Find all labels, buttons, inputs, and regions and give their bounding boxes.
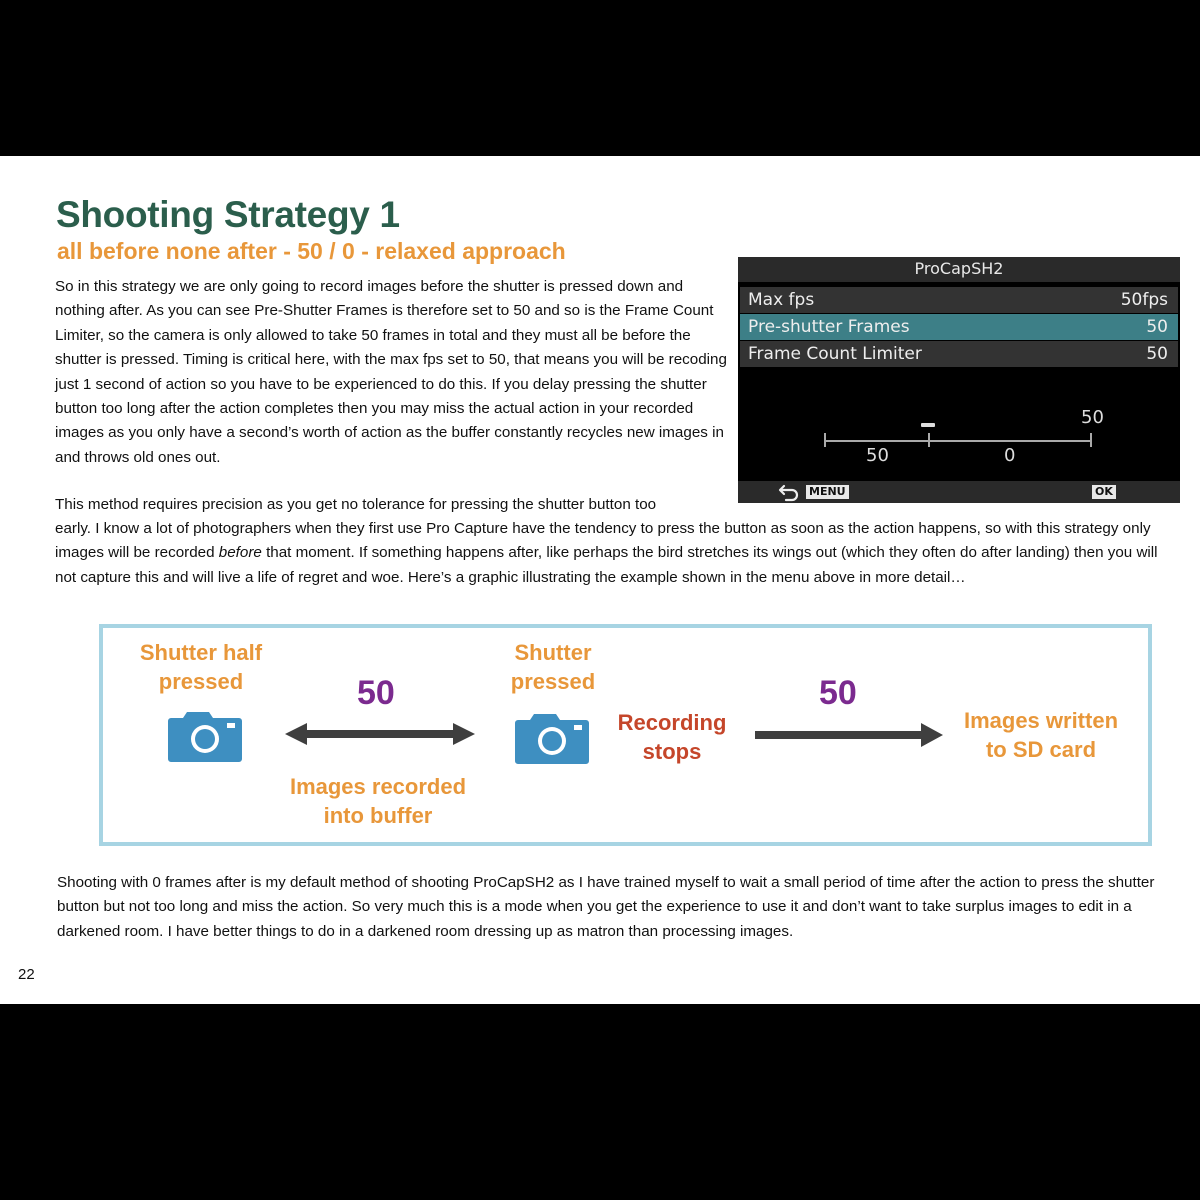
- slider-center-label: 0: [1004, 445, 1016, 466]
- right-arrow-icon: [753, 720, 945, 750]
- camera-icon: [514, 708, 590, 764]
- menu-row-value: 50: [1146, 317, 1168, 337]
- page-subtitle: all before none after - 50 / 0 - relaxed approach: [57, 238, 566, 264]
- default-method-paragraph: Shooting with 0 frames after is my default method of shooting ProCapSH2 as I have trained myself to wait a small period of time after the action to press the shutter button but not too long and miss the action. So very much this is a mode when you get the experience to use it and don’t want to take surplus images to edit in a darkened room. I have better things to do in a darkened room dressing up as matron than processing images.: [57, 874, 1155, 940]
- method-paragraph-first-line: This method requires precision as you get no tolerance for pressing the shutter button too: [55, 496, 657, 513]
- slider-knob: [921, 423, 935, 427]
- menu-row-label: Pre-shutter Frames: [748, 317, 910, 337]
- images-recorded-label: Images recorded into buffer: [289, 774, 467, 828]
- return-arrow-icon: [778, 482, 800, 502]
- method-paragraph: [55, 517, 1175, 590]
- method-paragraph-text-1: early. I know a lot of photographers when they first use Pro Capture have the tendency to press the button as soon as the action happens, so with this strategy only images will be recorded: [55, 520, 1151, 562]
- frames-before-count: 50: [357, 674, 395, 712]
- method-paragraph-text-2: that moment. If something happens after, like perhaps the bird stretches its wings out (which they often do after landing) then you will not capture this and will live a life of regret and woe. Here’s a graphic illustrating the example shown in the menu above in more detail…: [55, 544, 1158, 586]
- ok-button-label: OK: [1092, 485, 1116, 499]
- camera-menu-screenshot: [738, 257, 1180, 503]
- pro-capture-diagram: [99, 624, 1152, 846]
- menu-row-label: Max fps: [748, 290, 815, 310]
- intro-paragraph: So in this strategy we are only going to record images before the shutter is pressed down and nothing after. As you can see Pre-Shutter Frames is therefore set to 50 and so is the Frame Count Limiter, so the camera is only allowed to take 50 frames in total and they must all be before the shutter is pressed. Timing is critical here, with the max fps set to 50, that means you will be recoding just 1 second of action so you have to be experienced to do this. If you delay pressing the shutter button too long after the action completes then you may miss the actual action in your recorded images as you only have a second’s worth of action as the buffer constantly recycles new images in and throws old ones out.: [55, 278, 727, 466]
- slider-track: [824, 440, 1092, 442]
- menu-row-label: Frame Count Limiter: [748, 344, 922, 364]
- camera-icon: [167, 706, 243, 762]
- menu-row-value: 50: [1146, 344, 1168, 364]
- recording-stops-label: Recording stops: [617, 710, 727, 764]
- document-page: [0, 156, 1200, 1004]
- page-number: 22: [18, 966, 35, 983]
- menu-row-max-fps: [740, 287, 1178, 313]
- menu-row-frame-count-limiter: [740, 341, 1178, 367]
- menu-title: ProCapSH2: [914, 259, 1004, 278]
- method-paragraph-emphasis: before: [218, 544, 262, 562]
- page-title: Shooting Strategy 1: [56, 194, 400, 235]
- images-written-label: Images written to SD card: [963, 708, 1119, 762]
- menu-row-pre-shutter-frames: [740, 314, 1178, 340]
- double-arrow-icon: [283, 718, 477, 750]
- slider-right-label: 50: [1081, 407, 1104, 428]
- shutter-pressed-label: Shutter pressed: [510, 640, 596, 694]
- frames-after-count: 50: [819, 674, 857, 712]
- shutter-half-pressed-label: Shutter half pressed: [139, 640, 263, 694]
- menu-row-value: 50fps: [1120, 290, 1168, 310]
- menu-button-label: MENU: [806, 485, 849, 499]
- slider-left-label: 50: [866, 445, 889, 466]
